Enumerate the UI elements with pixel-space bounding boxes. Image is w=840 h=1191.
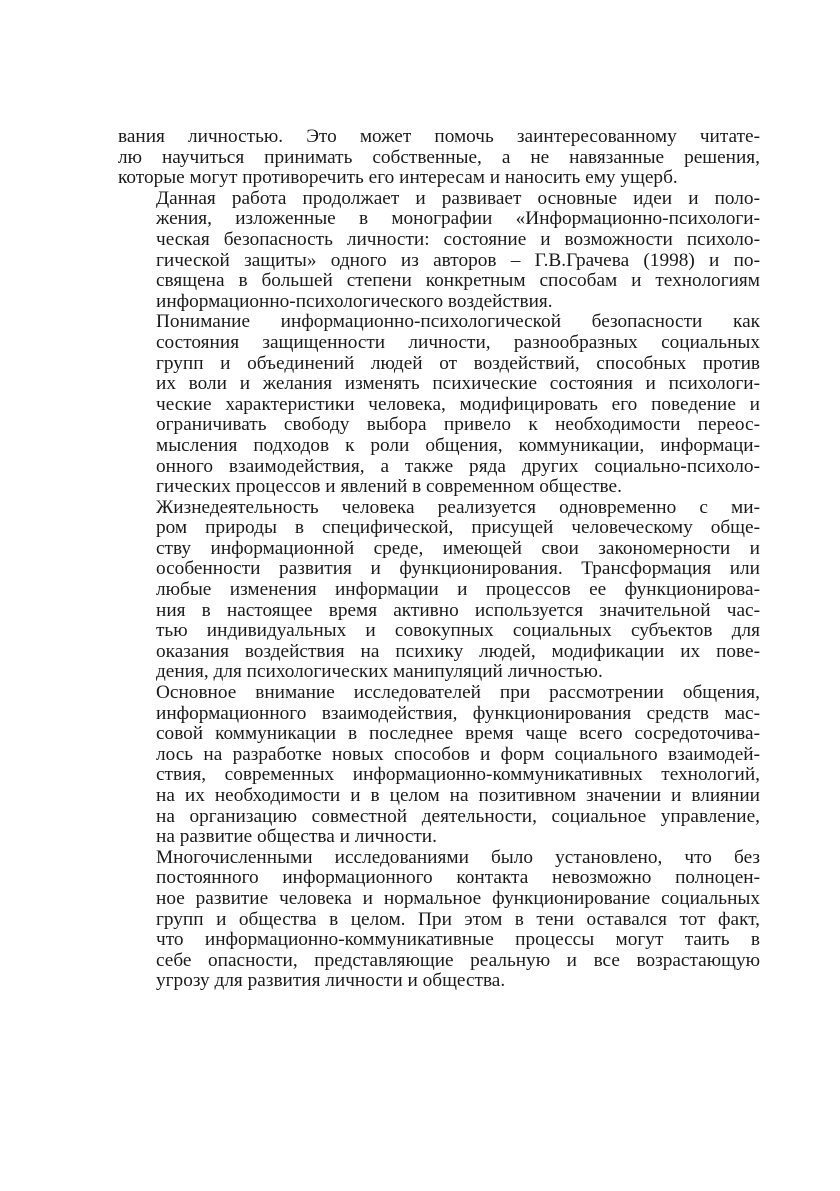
text-line: жения, изложенные в монографии «Информационно-психологи- <box>156 208 760 230</box>
text-line: постоянного информационного контакта невозможно полноцен- <box>156 867 760 889</box>
text-line: на организацию совместной деятельности, социальное управление, <box>156 805 760 827</box>
paragraph-1 <box>118 127 760 189</box>
text-line: гических процессов и явлений в современном обществе. <box>156 476 622 498</box>
text-line: лось на разработке новых способов и форм социального взаимодей- <box>156 743 760 765</box>
text-line: состояния защищенности личности, разнообразных социальных <box>156 331 760 353</box>
text-line: Понимание информационно-психологической безопасности как <box>156 311 760 333</box>
text-line: лю научиться принимать собственные, а не навязанные решения, <box>118 146 760 168</box>
text-line: групп и объединений людей от воздействий, способных против <box>156 352 760 374</box>
text-line: их воли и желания изменять психические состояния и психологи- <box>156 373 760 395</box>
text-line: гической защиты» одного из авторов – Г.В.Грачева (1998) и по- <box>156 249 760 271</box>
text-line: вания личностью. Это может помочь заинтересованному читате- <box>118 126 760 147</box>
text-line: тью индивидуальных и совокупных социальных субъектов для <box>156 620 760 642</box>
text-line: Многочисленными исследованиями было установлено, что без <box>156 846 760 868</box>
text-line: ческая безопасность личности: состояние и возможности психоло- <box>156 228 760 250</box>
text-line: совой коммуникации в последнее время чаще всего сосредоточива- <box>156 723 760 745</box>
text-line: священа в большей степени конкретным способам и технологиям <box>156 270 760 292</box>
text-line: информационно-психологического воздействия. <box>156 290 553 312</box>
text-line: информационного взаимодействия, функционирования средств мас- <box>156 702 760 724</box>
text-line: ния в настоящее время активно используется значительной час- <box>156 599 760 621</box>
text-line: что информационно-коммуникативные процессы могут таить в <box>156 929 760 951</box>
paragraph-5 <box>118 683 760 848</box>
text-line: дения, для психологических манипуляций личностью. <box>156 661 603 683</box>
text-line: Основное внимание исследователей при рассмотрении общения, <box>156 682 760 704</box>
paragraph-2 <box>118 189 760 313</box>
text-line: ное развитие человека и нормальное функционирование социальных <box>156 887 760 909</box>
paragraph-4 <box>118 498 760 683</box>
text-line: групп и общества в целом. При этом в тени оставался тот факт, <box>156 908 760 930</box>
text-line: Данная работа продолжает и развивает основные идеи и поло- <box>156 187 760 209</box>
text-line: которые могут противоречить его интересам и наносить ему ущерб. <box>118 167 678 189</box>
text-line: особенности развития и функционирования. Трансформация или <box>156 558 760 580</box>
paragraph-6 <box>118 848 760 992</box>
text-line: Жизнедеятельность человека реализуется одновременно с ми- <box>156 496 760 518</box>
text-line: мысления подходов к роли общения, коммуникации, информаци- <box>156 434 760 456</box>
text-line: любые изменения информации и процессов ее функционирова- <box>156 579 760 601</box>
text-line: на развитие общества и личности. <box>156 826 437 848</box>
text-line: на их необходимости и в целом на позитивном значении и влиянии <box>156 785 760 806</box>
text-line: ству информационной среде, имеющей свои закономерности и <box>156 537 760 559</box>
text-line: ограничивать свободу выбора привело к необходимости переос- <box>156 414 760 436</box>
paragraph-3 <box>118 312 760 497</box>
text-line: онного взаимодействия, а также ряда других социально-психоло- <box>156 455 760 477</box>
text-line: ствия, современных информационно-коммуникативных технологий, <box>156 764 760 786</box>
page-body <box>118 127 760 992</box>
text-line: ром природы в специфической, присущей человеческому обще- <box>156 517 760 539</box>
text-line: оказания воздействия на психику людей, модификации их пове- <box>156 640 760 662</box>
text-line: ческие характеристики человека, модифицировать его поведение и <box>156 393 760 415</box>
text-line: угрозу для развития личности и общества. <box>156 970 506 992</box>
text-line: себе опасности, представляющие реальную и все возрастающую <box>156 949 760 971</box>
